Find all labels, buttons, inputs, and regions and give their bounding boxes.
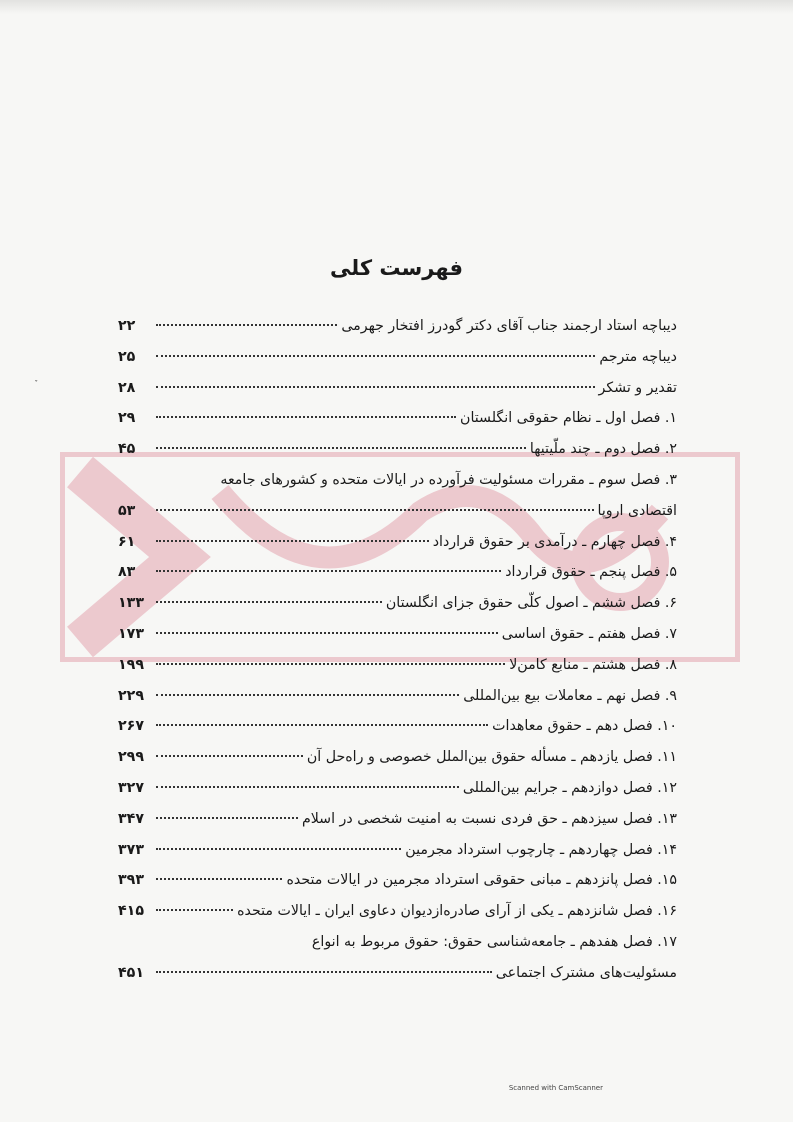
toc-page-number: ۱۳۳ [118, 595, 144, 612]
toc-entry [118, 564, 677, 595]
toc-entry [118, 318, 677, 349]
toc-entry-title: ۱۴. فصل چهاردهم ـ چارچوب استرداد مجرمین [405, 841, 677, 858]
toc-entry-title: ۵. فصل پنجم ـ حقوق قرارداد [505, 564, 677, 581]
page-title: فهرست کلی [330, 256, 463, 280]
toc-entry [118, 441, 677, 472]
toc-entry [118, 780, 677, 811]
dot-leader [156, 694, 459, 696]
dot-leader [156, 355, 595, 357]
toc-entry-title: ۱۲. فصل دوازدهم ـ جرایم بین‌المللی [462, 779, 677, 796]
table-of-contents [118, 318, 677, 996]
toc-page-number: ۲۸ [118, 379, 136, 396]
toc-page-number: ۱۹۹ [118, 656, 144, 673]
toc-page-number: ۲۹ [118, 410, 136, 427]
dot-leader [156, 509, 594, 511]
toc-entry-title: ۷. فصل هفتم ـ حقوق اساسی [501, 625, 677, 642]
toc-entry-title: ۱۰. فصل دهم ـ حقوق معاهدات [492, 718, 677, 735]
dot-leader [156, 324, 337, 326]
toc-entry-title: ۱۱. فصل یازدهم ـ مسأله حقوق بین‌الملل خصوصی و راه‌حل آن [306, 749, 677, 766]
dot-leader [156, 386, 595, 388]
dot-leader [156, 878, 282, 880]
toc-entry-title: مسئولیت‌های مشترک اجتماعی [495, 964, 677, 981]
toc-entry-title: ۹. فصل نهم ـ معاملات بیع بین‌المللی [463, 687, 677, 704]
toc-entry-title: ۳. فصل سوم ـ مقررات مسئولیت فرآورده در ایالات متحده و کشورهای جامعه [220, 471, 677, 488]
toc-entry [118, 626, 677, 657]
toc-page-number: ۳۹۳ [118, 872, 144, 889]
toc-entry [118, 965, 677, 996]
toc-page-number: ۲۲۹ [118, 687, 144, 704]
dot-leader [156, 663, 505, 665]
dot-leader [156, 817, 298, 819]
dot-leader [156, 755, 303, 757]
toc-entry [118, 718, 677, 749]
toc-entry-title: ۸. فصل هشتم ـ منابع کامن‌لا [509, 656, 677, 673]
toc-entry [118, 595, 677, 626]
dot-leader [156, 724, 488, 726]
toc-page-number: ۲۵ [118, 348, 136, 365]
toc-page-number: ۴۵ [118, 441, 136, 458]
dot-leader [156, 909, 233, 911]
dot-leader [156, 786, 459, 788]
toc-entry [118, 657, 677, 688]
toc-entry-title: ۶. فصل ششم ـ اصول کلّی حقوق جزای انگلستان [385, 595, 677, 612]
toc-page-number: ۱۷۳ [118, 625, 144, 642]
toc-entry [118, 903, 677, 934]
toc-page-number: ۳۲۷ [118, 779, 144, 796]
scanner-footer: Scanned with CamScanner [508, 1084, 603, 1092]
toc-entry [118, 688, 677, 719]
toc-entry-title: تقدیر و تشکر [598, 379, 677, 396]
toc-entry-title: ۱۳. فصل سیزدهم ـ حق فردی نسبت به امنیت شخصی در اسلام [301, 810, 677, 827]
toc-entry-title: دیباچه مترجم [599, 348, 677, 365]
dot-leader [156, 632, 498, 634]
dot-leader [156, 848, 401, 850]
toc-entry [118, 472, 677, 503]
toc-entry [118, 534, 677, 565]
dot-leader [156, 601, 382, 603]
toc-entry-title: ۱۷. فصل هفدهم ـ جامعه‌شناسی حقوق: حقوق مربوط به انواع [311, 933, 677, 950]
toc-entry-title: ۱. فصل اول ـ نظام حقوقی انگلستان [460, 410, 677, 427]
dot-leader [156, 416, 456, 418]
toc-page-number: ۶۱ [118, 533, 136, 550]
dot-leader [156, 447, 526, 449]
toc-entry-title: ۱۵. فصل پانزدهم ـ مبانی حقوقی استرداد مجرمین در ایالات متحده [286, 872, 677, 889]
toc-entry-title: ۴. فصل چهارم ـ درآمدی بر حقوق قرارداد [432, 533, 677, 550]
toc-entry [118, 872, 677, 903]
toc-entry [118, 749, 677, 780]
toc-page-number: ۸۳ [118, 564, 136, 581]
toc-entry-title: ۲. فصل دوم ـ چند ملّیتیها [529, 441, 677, 458]
toc-page-number: ۳۴۷ [118, 810, 144, 827]
toc-page-number: ۲۶۷ [118, 718, 144, 735]
toc-entry-title: دیباچه استاد ارجمند جناب آقای دکتر گودرز افتخار جهرمی [341, 318, 677, 334]
toc-entry [118, 811, 677, 842]
toc-entry-title: ۱۶. فصل شانزدهم ـ یکی از آرای صادره‌ازدیوان دعاوی ایران ـ ایالات متحده [237, 903, 677, 920]
toc-page-number: ۲۹۹ [118, 749, 144, 766]
toc-page-number: ۴۵۱ [118, 964, 144, 981]
toc-entry [118, 410, 677, 441]
dot-leader [156, 540, 429, 542]
toc-page-number: ۴۱۵ [118, 903, 144, 920]
page-edge [0, 0, 793, 14]
toc-page-number: ۳۷۳ [118, 841, 144, 858]
toc-page-number: ۲۲ [118, 318, 136, 334]
dot-leader [156, 971, 492, 973]
toc-page-number: ۵۳ [118, 502, 136, 519]
toc-entry [118, 380, 677, 411]
toc-entry [118, 349, 677, 380]
dot-leader [156, 570, 501, 572]
toc-entry-title: اقتصادی اروپا [597, 502, 677, 519]
toc-entry [118, 842, 677, 873]
toc-entry [118, 503, 677, 534]
toc-entry [118, 934, 677, 965]
